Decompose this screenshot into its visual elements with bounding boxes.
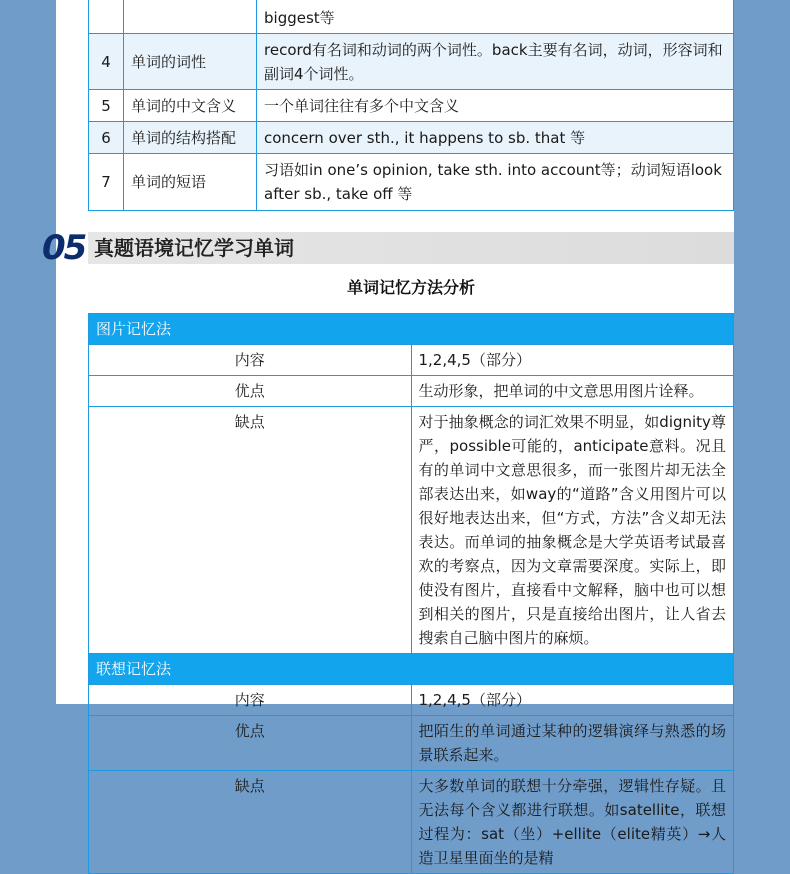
table-row [89, 407, 734, 654]
method-header: 图片记忆法 [89, 314, 734, 345]
row-aspect: 单词的短语 [124, 154, 257, 211]
method-header-row [89, 654, 734, 685]
row-description: record有名词和动词的两个词性。back主要有名词，动词，形容词和副词4个词性。 [257, 34, 734, 90]
method-header: 联想记忆法 [89, 654, 734, 685]
row-number: 6 [89, 122, 124, 154]
row-label: 优点 [89, 376, 412, 407]
row-text: 把陌生的单词通过某种的逻辑演绎与熟悉的场景联系起来。 [411, 716, 734, 771]
row-aspect: 单词的词性 [124, 34, 257, 90]
row-number [89, 0, 124, 34]
table-row [89, 154, 734, 211]
row-aspect [124, 0, 257, 34]
row-text: 对于抽象概念的词汇效果不明显，如dignity尊严，possible可能的，anticipate意料。况且有的单词中文意思很多，而一张图片却无法全部表达出来，如way的“道路”含义用图片可以很好地表达出来，但“方式，方法”含义却无法表达。而单词的抽象概念是大学英语考试最喜欢的考察点，因为文章需要深度。实际上，即使没有图片，直接看中文解释，脑中也可以想到相关的图片，只是直接给出图片，让人省去搜索自己脑中图片的麻烦。 [411, 407, 734, 654]
section-title: 真题语境记忆学习单词 [94, 236, 294, 260]
row-description: concern over sth., it happens to sb. that 等 [257, 122, 734, 154]
row-number: 4 [89, 34, 124, 90]
row-number: 7 [89, 154, 124, 211]
row-label: 优点 [89, 716, 412, 771]
word-aspects-table [88, 0, 734, 211]
table-row [89, 90, 734, 122]
table-row [89, 34, 734, 90]
table-row [89, 716, 734, 771]
table-row [89, 685, 734, 716]
row-description: 一个单词往往有多个中文含义 [257, 90, 734, 122]
row-text: 1,2,4,5（部分） [411, 345, 734, 376]
table-row [89, 345, 734, 376]
row-number: 5 [89, 90, 124, 122]
memory-methods-table [88, 313, 734, 874]
row-aspect: 单词的结构搭配 [124, 122, 257, 154]
table-row [89, 122, 734, 154]
row-label: 内容 [89, 345, 412, 376]
row-description: biggest等 [257, 0, 734, 34]
table-caption: 单词记忆方法分析 [346, 278, 475, 297]
row-text: 生动形象，把单词的中文意思用图片诠释。 [411, 376, 734, 407]
row-label: 缺点 [89, 771, 412, 874]
row-text: 大多数单词的联想十分牵强，逻辑性存疑。且无法每个含义都进行联想。如satellite，联想过程为：sat（坐）+ellite（elite精英）→人造卫星里面坐的是精 [411, 771, 734, 874]
table-row [89, 376, 734, 407]
table-row [89, 771, 734, 874]
method-header-row [89, 314, 734, 345]
row-description: 习语如in one’s opinion, take sth. into account等；动词短语look after sb., take off 等 [257, 154, 734, 211]
table-row [89, 0, 734, 34]
row-text: 1,2,4,5（部分） [411, 685, 734, 716]
row-label: 内容 [89, 685, 412, 716]
row-aspect: 单词的中文含义 [124, 90, 257, 122]
section-number: 05 [42, 228, 86, 268]
row-label: 缺点 [89, 407, 412, 654]
